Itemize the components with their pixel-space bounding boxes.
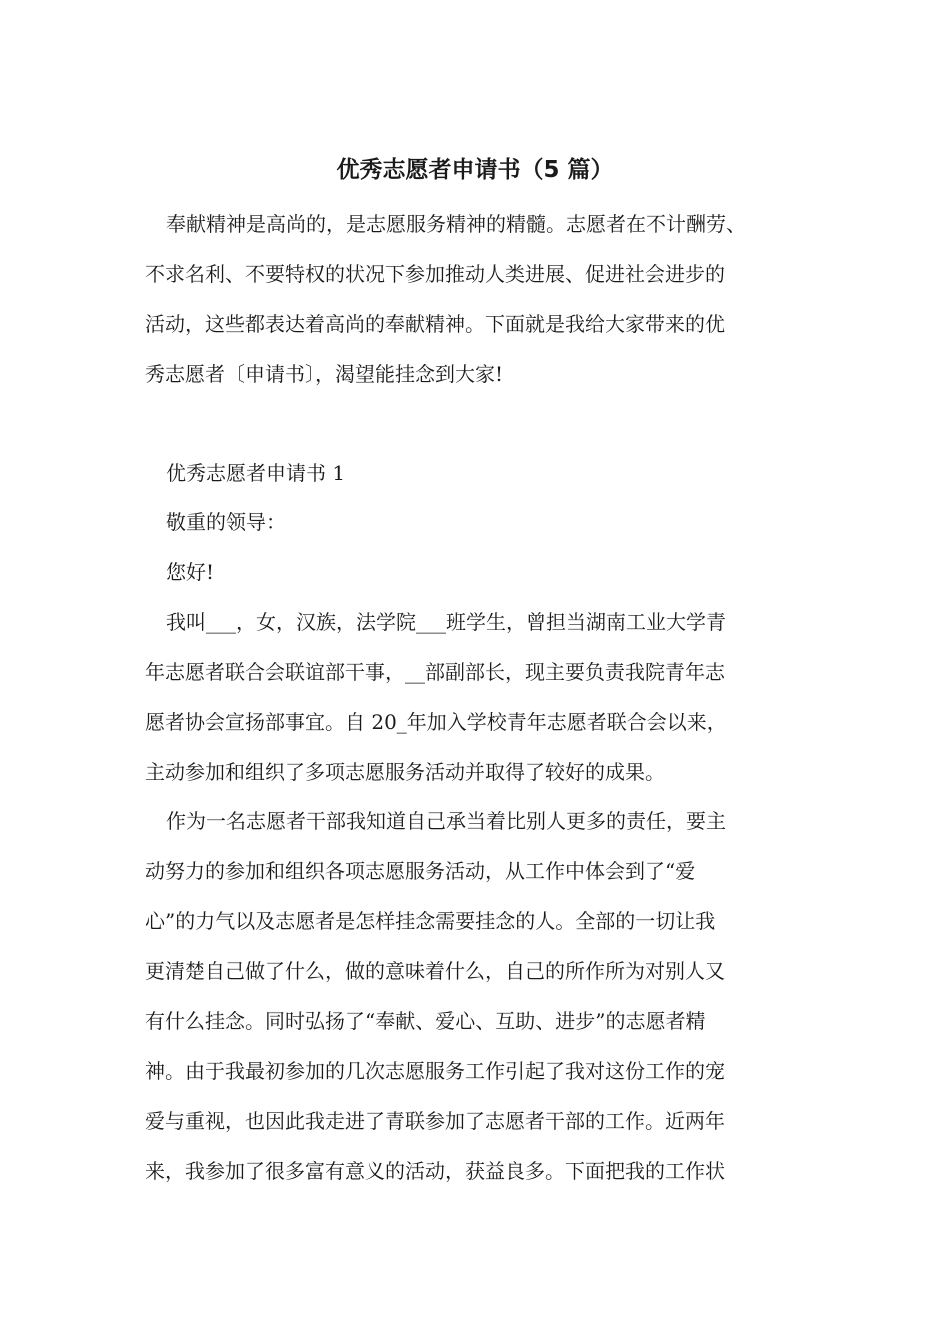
paragraph2-line: 神。由于我最初参加的几次志愿服务工作引起了我对这份工作的宠 [145,1059,725,1083]
paragraph1-line: 愿者协会宣扬部事宜。自 20_年加入学校青年志愿者联合会以来， [145,710,727,734]
paragraph1-line: 年志愿者联合会联谊部干事，__部副部长，现主要负责我院青年志 [145,660,725,684]
intro-line: 不求名利、不要特权的状况下参加推动人类进展、促进社会进步的 [145,262,725,286]
paragraph2-line: 心”的力气以及志愿者是怎样挂念需要挂念的人。全部的一切让我 [145,909,716,933]
paragraph2-line: 爱与重视，也因此我走进了青联参加了志愿者干部的工作。近两年 [145,1109,725,1133]
paragraph2-line: 来，我参加了很多富有意义的活动，获益良多。下面把我的工作状 [145,1159,725,1183]
paragraph2-line: 有什么挂念。同时弘扬了“奉献、爱心、互助、进步”的志愿者精 [145,1009,706,1033]
intro-line: 活动，这些都表达着高尚的奉献精神。下面就是我给大家带来的优 [145,312,725,336]
paragraph2-line: 作为一名志愿者干部我知道自己承当着比别人更多的责任，要主 [166,809,726,833]
paragraph1-line: 我叫___，女，汉族，法学院___班学生，曾担当湖南工业大学青 [166,610,726,634]
salutation: 敬重的领导： [166,510,286,534]
paragraph1-line: 主动参加和组织了多项志愿服务活动并取得了较好的成果。 [145,760,665,784]
greeting: 您好! [166,560,215,584]
paragraph2-line: 更清楚自己做了什么，做的意味着什么，自己的所作所为对别人又 [145,959,725,983]
document-title: 优秀志愿者申请书（5 篇） [336,157,614,183]
intro-line: 奉献精神是高尚的，是志愿服务精神的精髓。志愿者在不计酬劳、 [166,212,746,236]
intro-line: 秀志愿者〔申请书〕，渴望能挂念到大家! [145,362,504,386]
paragraph2-line: 动努力的参加和组织各项志愿服务活动，从工作中体会到了“爱 [145,859,696,883]
section-heading: 优秀志愿者申请书 1 [166,461,346,485]
